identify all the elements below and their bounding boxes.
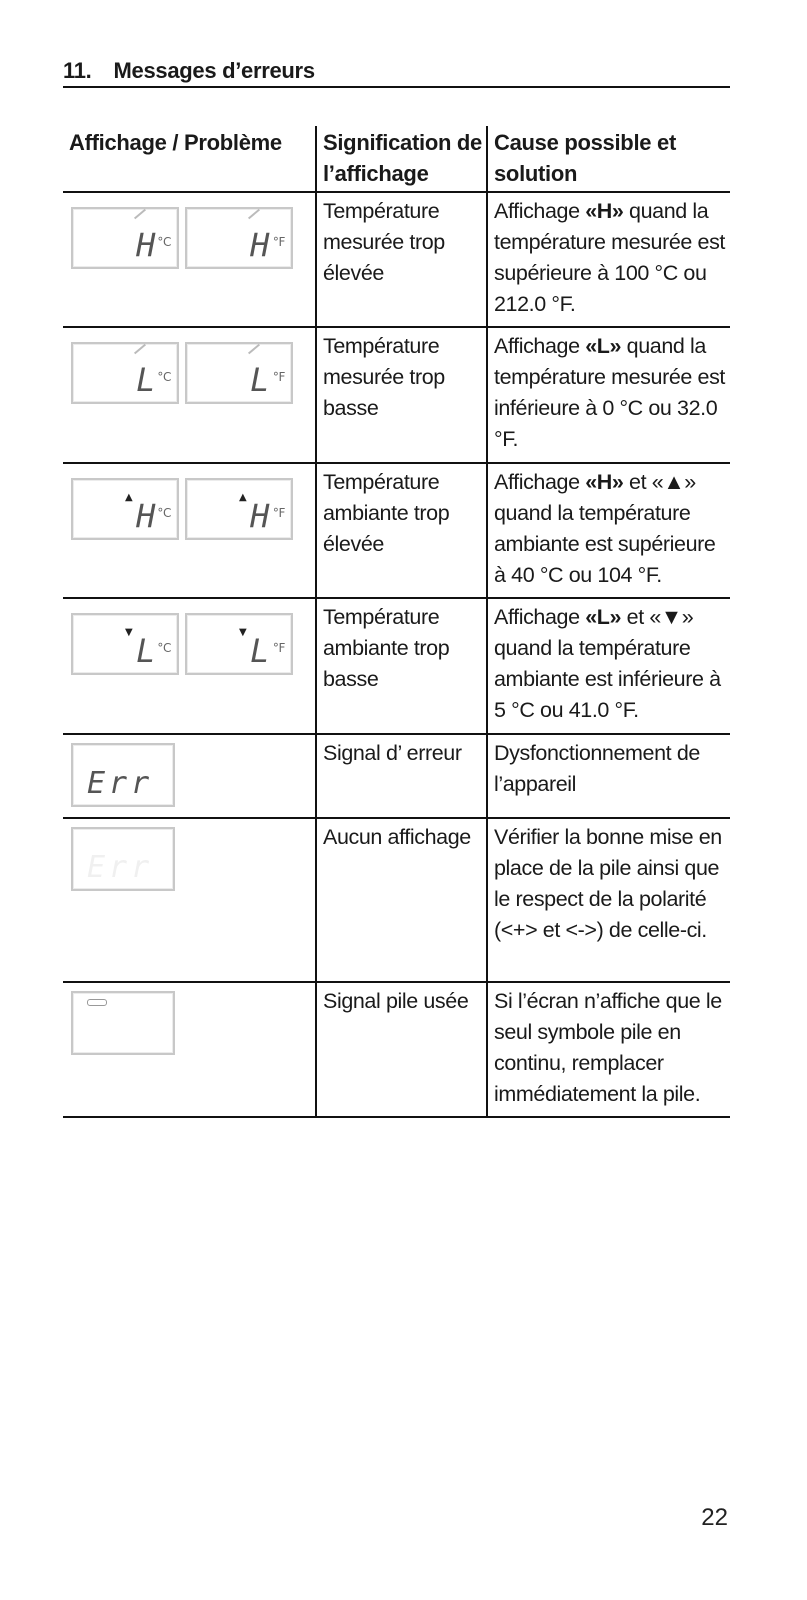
meaning-cell: Aucun affichage bbox=[316, 818, 487, 982]
cause-cell bbox=[487, 327, 730, 463]
lcd-display-error bbox=[71, 743, 175, 807]
slash-indicator-icon bbox=[248, 344, 260, 355]
display-cell bbox=[63, 734, 316, 818]
table-row bbox=[63, 327, 730, 463]
up-triangle-icon: ▲ bbox=[125, 492, 133, 503]
lcd-error-glyph: Err bbox=[87, 766, 154, 801]
slash-indicator-icon bbox=[134, 344, 146, 355]
cause-cell bbox=[487, 598, 730, 734]
cause-bold-text: «L» bbox=[585, 605, 622, 629]
cause-bold-text: «L» bbox=[585, 334, 622, 358]
cause-text: Dysfonctionnement de l’appareil bbox=[494, 741, 700, 796]
slash-indicator-icon bbox=[248, 209, 260, 220]
lcd-display-fahrenheit bbox=[185, 613, 293, 675]
unit-label: °F bbox=[272, 641, 285, 655]
table-row bbox=[63, 734, 730, 818]
page-number: 22 bbox=[701, 1504, 728, 1531]
down-triangle-icon: ▼ bbox=[239, 627, 247, 638]
cause-text: quand la température mesurée est supérieure à 100 °C ou 212.0 °F. bbox=[494, 199, 725, 316]
header-meaning: Signification de l’affichage bbox=[316, 126, 487, 192]
cause-text: Affichage bbox=[494, 605, 586, 629]
header-display: Affichage / Problème bbox=[63, 126, 316, 192]
unit-label: °C bbox=[157, 641, 171, 655]
section-heading bbox=[63, 58, 730, 88]
unit-label: °F bbox=[272, 235, 285, 249]
lcd-display-celsius bbox=[71, 342, 179, 404]
lcd-display-fahrenheit bbox=[185, 478, 293, 540]
lcd-display-battery bbox=[71, 991, 175, 1055]
cause-text: Affichage bbox=[494, 334, 586, 358]
table-header-row bbox=[63, 126, 730, 192]
lcd-pair bbox=[71, 478, 315, 540]
cause-text: Affichage bbox=[494, 470, 586, 494]
unit-label: °F bbox=[272, 370, 285, 384]
display-cell bbox=[63, 818, 316, 982]
lcd-glyph: L bbox=[250, 632, 269, 670]
unit-label: °F bbox=[272, 506, 285, 520]
cause-bold-text: «H» bbox=[585, 470, 624, 494]
page-content bbox=[63, 58, 730, 1118]
display-cell bbox=[63, 463, 316, 598]
display-cell bbox=[63, 598, 316, 734]
table-row bbox=[63, 463, 730, 598]
cause-bold-text: «H» bbox=[585, 199, 624, 223]
display-cell bbox=[63, 982, 316, 1117]
slash-indicator-icon bbox=[134, 209, 146, 220]
lcd-display-celsius bbox=[71, 613, 179, 675]
lcd-glyph: L bbox=[136, 361, 155, 399]
lcd-glyph: H bbox=[136, 497, 155, 535]
cause-cell bbox=[487, 734, 730, 818]
cause-cell bbox=[487, 982, 730, 1117]
table-row bbox=[63, 598, 730, 734]
lcd-pair bbox=[71, 342, 315, 404]
lcd-pair bbox=[71, 207, 315, 269]
lcd-display-fahrenheit bbox=[185, 207, 293, 269]
meaning-cell: Signal pile usée bbox=[316, 982, 487, 1117]
cause-text: et «▲» quand la température ambiante est supérieure à 40 °C ou 104 °F. bbox=[494, 470, 716, 587]
cause-text: quand la température mesurée est inférieure à 0 °C ou 32.0 °F. bbox=[494, 334, 725, 451]
table-row bbox=[63, 192, 730, 327]
meaning-cell: Température mesurée trop basse bbox=[316, 327, 487, 463]
lcd-glyph: L bbox=[136, 632, 155, 670]
battery-icon bbox=[87, 999, 107, 1006]
lcd-display-celsius bbox=[71, 478, 179, 540]
cause-text: et «▼» quand la température ambiante est inférieure à 5 °C ou 41.0 °F. bbox=[494, 605, 721, 722]
table-row bbox=[63, 818, 730, 982]
meaning-cell: Signal d’ erreur bbox=[316, 734, 487, 818]
meaning-cell: Température ambiante trop élevée bbox=[316, 463, 487, 598]
up-triangle-icon: ▲ bbox=[239, 492, 247, 503]
header-cause: Cause possible et solution bbox=[487, 126, 730, 192]
cause-text: Vérifier la bonne mise en place de la pile ainsi que le respect de la polarité (<+> et <->) de celle-ci. bbox=[494, 825, 722, 942]
display-cell bbox=[63, 327, 316, 463]
cause-cell bbox=[487, 192, 730, 327]
cause-cell bbox=[487, 818, 730, 982]
lcd-glyph: H bbox=[250, 497, 269, 535]
section-number: 11. bbox=[63, 58, 92, 83]
lcd-display-fahrenheit bbox=[185, 342, 293, 404]
display-cell bbox=[63, 192, 316, 327]
cause-cell bbox=[487, 463, 730, 598]
cause-text: Affichage bbox=[494, 199, 586, 223]
down-triangle-icon: ▼ bbox=[125, 627, 133, 638]
lcd-glyph: H bbox=[136, 226, 155, 264]
lcd-ghost-glyph: Err bbox=[87, 850, 154, 885]
lcd-glyph: L bbox=[250, 361, 269, 399]
lcd-display-celsius bbox=[71, 207, 179, 269]
lcd-pair bbox=[71, 613, 315, 675]
cause-text: Si l’écran n’affiche que le seul symbole pile en continu, remplacer immédiatement la pile. bbox=[494, 989, 722, 1106]
lcd-display-blank bbox=[71, 827, 175, 891]
unit-label: °C bbox=[157, 506, 171, 520]
meaning-cell: Température mesurée trop élevée bbox=[316, 192, 487, 327]
table-row bbox=[63, 982, 730, 1117]
meaning-cell: Température ambiante trop basse bbox=[316, 598, 487, 734]
error-messages-table bbox=[63, 126, 730, 1118]
lcd-glyph: H bbox=[250, 226, 269, 264]
unit-label: °C bbox=[157, 370, 171, 384]
unit-label: °C bbox=[157, 235, 171, 249]
section-title: Messages d’erreurs bbox=[113, 58, 315, 83]
